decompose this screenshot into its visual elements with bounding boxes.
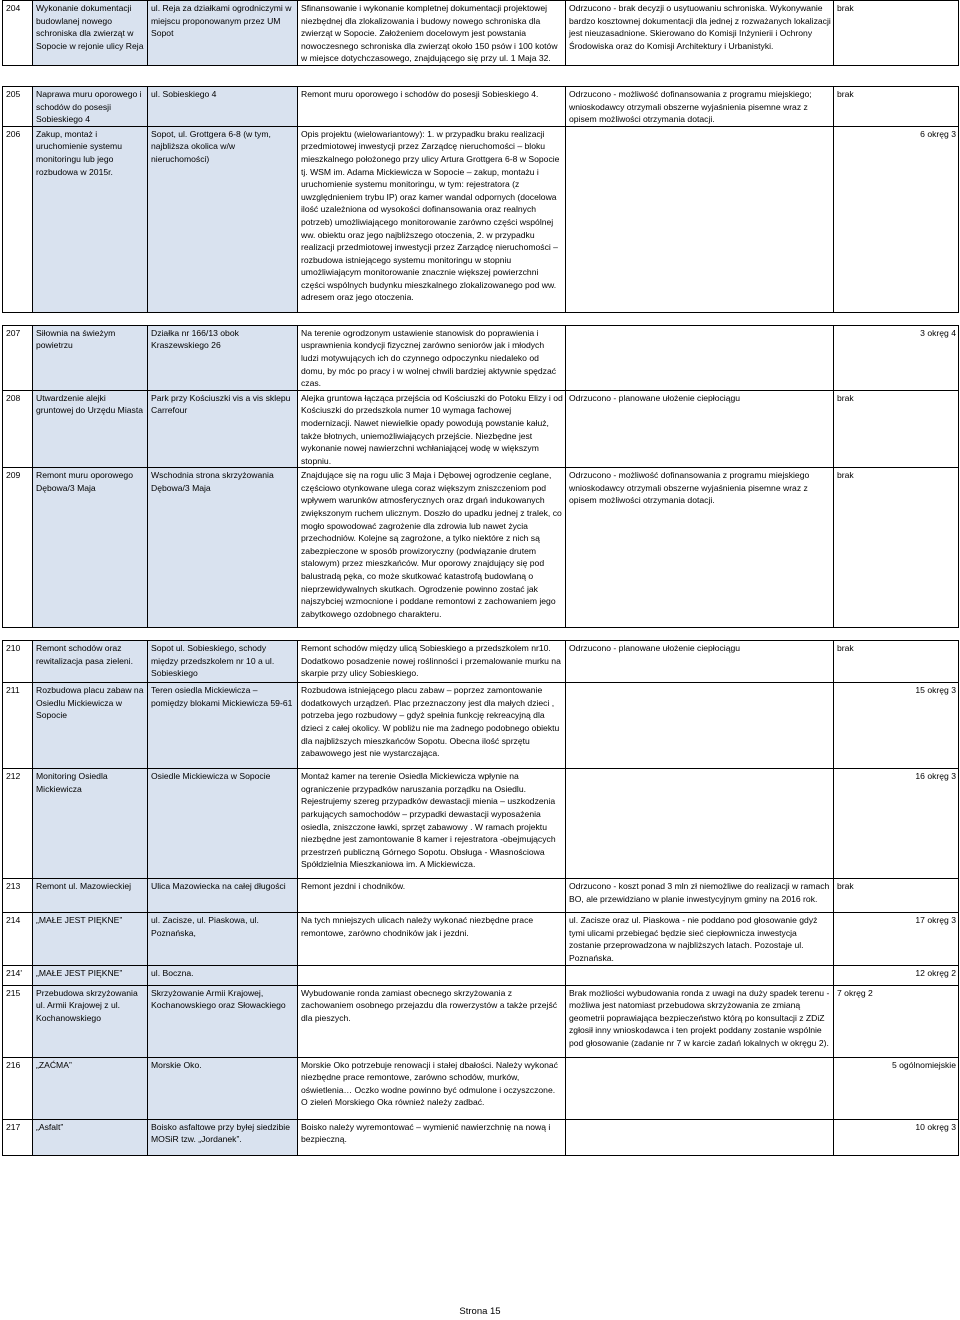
project-status: Odrzucono - planowane ułożenie ciepłociągu: [566, 641, 834, 683]
row-gap: [3, 628, 959, 641]
project-status: [566, 1057, 834, 1119]
row-number: 213: [3, 879, 33, 913]
project-district: 7 okręg 2: [834, 985, 959, 1057]
row-number: 205: [3, 86, 33, 126]
project-district: 6 okręg 3: [834, 126, 959, 312]
table-row: [3, 965, 959, 985]
project-description: Alejka gruntowa łącząca przejścia od Kościuszki do Potoku Elizy i od Kościuszki do przedszkola numer 10 wymaga fachowej modernizacji. Nawet niewielkie opady powodują powstanie kałuż, także błotnych, uniemożliwiających przejście. Niezbędne jest wykonanie nowej nawierzchni wchłaniającej wodę w większym stopniu.: [298, 390, 566, 468]
project-district: 17 okręg 3: [834, 913, 959, 965]
project-district: brak: [834, 86, 959, 126]
project-district: brak: [834, 879, 959, 913]
project-location: Wschodnia strona skrzyżowania Dębowa/3 Maja: [148, 468, 298, 628]
project-title: „ZAĆMA”: [33, 1057, 148, 1119]
row-gap: [3, 312, 959, 325]
project-title: Wykonanie dokumentacji budowlanej nowego schroniska dla zwierząt w Sopocie w rejonie ulicy Reja: [33, 1, 148, 66]
project-status: [566, 325, 834, 390]
project-location: Teren osiedla Mickiewicza – pomiędzy blokami Mickiewicza 59-61: [148, 683, 298, 769]
row-number: 211: [3, 683, 33, 769]
project-title: Utwardzenie alejki gruntowej do Urzędu Miasta: [33, 390, 148, 468]
project-district: 16 okręg 3: [834, 769, 959, 879]
project-status: Odrzucono - koszt ponad 3 mln zł niemożliwe do realizacji w ramach BO, ale przewidziano w planie inwestycyjnym gminy na 2016 rok.: [566, 879, 834, 913]
project-location: Sopot, ul. Grottgera 6-8 (w tym, najbliższa okolica w/w nieruchomości): [148, 126, 298, 312]
project-location: Sopot ul. Sobieskiego, schody między przedszkolem nr 10 a ul. Sobieskiego: [148, 641, 298, 683]
project-status: [566, 769, 834, 879]
project-description: Morskie Oko potrzebuje renowacji i stałej dbałości. Należy wykonać niezbędne prace remontowe, zarówno schodów, murków, oświetlenia… Oczko wodne powinno być odmulone i oczyszczone. O zieleń Morskiego Oka również należy zadbać.: [298, 1057, 566, 1119]
project-description: Remont muru oporowego i schodów do posesji Sobieskiego 4.: [298, 86, 566, 126]
project-description: Znajdujące się na rogu ulic 3 Maja i Dębowej ogrodzenie ceglane, częściowo otynkowane ulega coraz większym zniszczeniom pod wpływem warunków atmosferycznych oraz drgań indukowanych zwiększonym ruchem ulicznym. Doszło do upadku jednej z tralek, co mogło spowodować zagrożenie dla zdrowia lub nawet życia przechodniów. Kolejne są zagrożone, a tylko niektóre z nich są zabezpieczone w sposób prowizoryczny (podwiązanie drutem stalowym) przez mieszkańców. Mur oporowy znajdujący się pod balustradą pęka, co może skutkować katastrofą budowlaną o nieprzewidywalnych skutkach. Ogrodzenie powinno zostać jak najszybciej wzmocnione i poddane remontowi z zachowaniem jego zabytkowego ozdobnego charakteru.: [298, 468, 566, 628]
project-district: brak: [834, 468, 959, 628]
project-district: 3 okręg 4: [834, 325, 959, 390]
project-description: Wybudowanie ronda zamiast obecnego skrzyżowania z zachowaniem osobnego przejazdu dla rowerzystów a także przejść dla pieszych.: [298, 985, 566, 1057]
project-status: [566, 683, 834, 769]
page-number: Strona 15: [459, 1306, 501, 1317]
project-location: Park przy Kościuszki vis a vis sklepu Carrefour: [148, 390, 298, 468]
row-number: 209: [3, 468, 33, 628]
project-description: Remont jezdni i chodników.: [298, 879, 566, 913]
table-row: [3, 879, 959, 913]
row-number: 207: [3, 325, 33, 390]
project-location: Skrzyżowanie Armii Krajowej, Kochanowskiego oraz Słowackiego: [148, 985, 298, 1057]
project-status: ul. Zacisze oraz ul. Piaskowa - nie poddano pod głosowanie gdyż tymi ulicami przebiegać będzie sieć ciepłownicza inwestycja zostanie przeprowadzona w najbliższych latach. Pozostaje ul. Poznańska.: [566, 913, 834, 965]
project-district: brak: [834, 1, 959, 66]
table-row: [3, 683, 959, 769]
project-title: Monitoring Osiedla Mickiewicza: [33, 769, 148, 879]
project-description: Rozbudowa istniejącego placu zabaw – poprzez zamontowanie dodatkowych urządzeń. Plac przeznaczony jest dla małych dzieci , potrzeba jego rozbudowy – gdyż spełnia funkcję rekreacyjną dla dzieci z całej okolicy. W pobliżu nie ma żadnego podobnego obiektu dla najbliższych mieszkańców Sopotu. Obecna ilość sprzętu zabawowego jest nie wystarczająca.: [298, 683, 566, 769]
project-location: Morskie Oko.: [148, 1057, 298, 1119]
row-number: 204: [3, 1, 33, 66]
table-row: [3, 86, 959, 126]
page-footer: [0, 1306, 960, 1317]
table-row: [3, 1119, 959, 1155]
project-location: ul. Sobieskiego 4: [148, 86, 298, 126]
project-title: Przebudowa skrzyżowania ul. Armii Krajowej z ul. Kochanowskiego: [33, 985, 148, 1057]
row-number: 206: [3, 126, 33, 312]
project-title: Rozbudowa placu zabaw na Osiedlu Mickiewicza w Sopocie: [33, 683, 148, 769]
project-description: Remont schodów między ulicą Sobieskiego a przedszkolem nr10. Dodatkowo posadzenie nowej roślinności i przemalowanie murku na skarpie przy ulicy Sobieskiego.: [298, 641, 566, 683]
project-description: [298, 965, 566, 985]
row-number: 208: [3, 390, 33, 468]
row-number: 217: [3, 1119, 33, 1155]
row-number: 216: [3, 1057, 33, 1119]
project-location: ul. Zacisze, ul. Piaskowa, ul. Poznańska,: [148, 913, 298, 965]
table-row: [3, 468, 959, 628]
project-status: Odrzucono - brak decyzji o usytuowaniu schroniska. Wykonywanie bardzo kosztownej dokumentacji dla jednej z rozważanych lokalizacji jest nieuzasadnione. Skierowano do Komisji Inżynierii i Ochrony Środowiska oraz do Komisji Architektury i Urbanistyki.: [566, 1, 834, 66]
project-district: 10 okręg 3: [834, 1119, 959, 1155]
project-location: ul. Boczna.: [148, 965, 298, 985]
project-status: [566, 1119, 834, 1155]
project-title: Naprawa muru oporowego i schodów do posesji Sobieskiego 4: [33, 86, 148, 126]
project-status: Odrzucono - możliwość dofinansowania z programu miejskiego; wnioskodawcy otrzymali obszerne wyjaśnienia pisemne wraz z opisem możliwości otrzymania dotacji.: [566, 86, 834, 126]
projects-table: [2, 0, 959, 1156]
table-row: [3, 769, 959, 879]
project-title: „MAŁE JEST PIĘKNE”: [33, 913, 148, 965]
project-title: „MAŁE JEST PIĘKNE”: [33, 965, 148, 985]
table-row: [3, 1, 959, 66]
project-status: Odrzucono - planowane ułożenie ciepłociągu: [566, 390, 834, 468]
row-number: 215: [3, 985, 33, 1057]
project-description: Sfinansowanie i wykonanie kompletnej dokumentacji projektowej niezbędnej dla zlokalizowania i budowy nowego schroniska dla zwierząt w Sopocie. Założeniem docelowym jest powstania nowoczesnego schroniska dla zwierząt około 150 psów i 100 kotów w miejsce dotychczasowego, znajdującego się przy ul. 1 Maja 32.: [298, 1, 566, 66]
project-district: brak: [834, 390, 959, 468]
table-row: [3, 126, 959, 312]
project-title: Remont ul. Mazowieckiej: [33, 879, 148, 913]
project-description: Montaż kamer na terenie Osiedla Mickiewicza wpłynie na ograniczenie przypadków naruszania porządku na Osiedlu. Rejestrujemy szereg przypadków dewastacji mienia – uszkodzenia parkujących samochodów – przypadki dewastacji wyposażenia osiedla, zniszczone ławki, sprzęt zabawowy . W ramach projektu niezbędne jest zamontowanie 8 kamer i rejestratora -obejmujących przestrzeń publiczną Górnego Sopotu. Obsługa - Własnościowa Spółdzielnia Mieszkaniowa im. A Mickiewicza.: [298, 769, 566, 879]
table-row: [3, 325, 959, 390]
row-number: 214: [3, 913, 33, 965]
project-location: Boisko asfaltowe przy byłej siedzibie MOSiR tzw. „Jordanek”.: [148, 1119, 298, 1155]
project-district: 5 ogólnomiejskie: [834, 1057, 959, 1119]
table-row: [3, 1057, 959, 1119]
project-status: [566, 965, 834, 985]
project-location: Działka nr 166/13 obok Kraszewskiego 26: [148, 325, 298, 390]
project-description: Na tych mniejszych ulicach należy wykonać niezbędne prace remontowe, zarówno chodników jak i jezdni.: [298, 913, 566, 965]
project-description: Opis projektu (wielowariantowy): 1. w przypadku braku realizacji przedmiotowej inwestycji przez Zarządcę nieruchomości – bloku mieszkalnego położonego przy ulicy Artura Grottgera 6-8 w Sopocie tj. WSM im. Adama Mickiewicza w Sopocie – zakup, montażu i uruchomienie systemu monitoringu, w tym: rejestratora (z uwzględnieniem trybu IP) oraz kamer wandal odpornych (docelowa ilość uzależniona od wysokości dofinansowania oraz realnych potrzeb) umożliwiającego monitorowanie zarówno części wspólnej ww. obiektu oraz jego najbliższego otoczenia, 2. w przypadku realizacji przedmiotowej inwestycji przez Zarządcę nieruchomości – rozbudowa istniejącego systemu monitoringu w stopniu umożliwiającym monitorowanie znacznie większej powierzchni części wspólnych budynku mieszkalnego zlokalizowanego pod ww. adresem oraz jego otoczenia.: [298, 126, 566, 312]
project-location: ul. Reja za działkami ogrodniczymi w miejscu proponowanym przez UM Sopot: [148, 1, 298, 66]
project-status: Odrzucono - możliwość dofinansowania z programu miejskiego wnioskodawcy otrzymali obszerne wyjaśnienia pisemne wraz z opisem możliwości otrzymania dotacji.: [566, 468, 834, 628]
project-description: Boisko należy wyremontować – wymienić nawierzchnię na nową i bezpieczną.: [298, 1119, 566, 1155]
project-district: 15 okręg 3: [834, 683, 959, 769]
row-number: 212: [3, 769, 33, 879]
row-number: 214': [3, 965, 33, 985]
row-gap: [3, 65, 959, 86]
project-district: 12 okręg 2: [834, 965, 959, 985]
project-district: brak: [834, 641, 959, 683]
project-location: Ulica Mazowiecka na całej długości: [148, 879, 298, 913]
table-row: [3, 913, 959, 965]
project-title: Remont muru oporowego Dębowa/3 Maja: [33, 468, 148, 628]
project-status: [566, 126, 834, 312]
project-title: Zakup, montaż i uruchomienie systemu monitoringu lub jego rozbudowa w 2015r.: [33, 126, 148, 312]
project-description: Na terenie ogrodzonym ustawienie stanowisk do poprawienia i usprawnienia kondycji fizycznej zarówno seniorów jak i młodych ludzi motywujących ich do czynnego odpoczynku niedaleko od domu, by móc po pracy i w wolnej chwili bardziej aktywnie spędzać czas.: [298, 325, 566, 390]
row-number: 210: [3, 641, 33, 683]
table-row: [3, 985, 959, 1057]
table-row: [3, 641, 959, 683]
project-title: Siłownia na świeżym powietrzu: [33, 325, 148, 390]
project-status: Brak możliości wybudowania ronda z uwagi na duży spadek terenu - możliwa jest natomiast przebudowa skrzyżowania ze zmianą geometrii poprawiająca bezpieczeństwo którą po konsultacji z ZDiZ zgłosił inny wnioskodawca i ten projekt poddany zostanie wspólnie pod głosowanie (zadanie nr 7 w karcie zadań lokalnych w okręgu 2).: [566, 985, 834, 1057]
project-title: Remont schodów oraz rewitalizacja pasa zieleni.: [33, 641, 148, 683]
table-row: [3, 390, 959, 468]
project-title: „Asfalt”: [33, 1119, 148, 1155]
project-location: Osiedle Mickiewicza w Sopocie: [148, 769, 298, 879]
